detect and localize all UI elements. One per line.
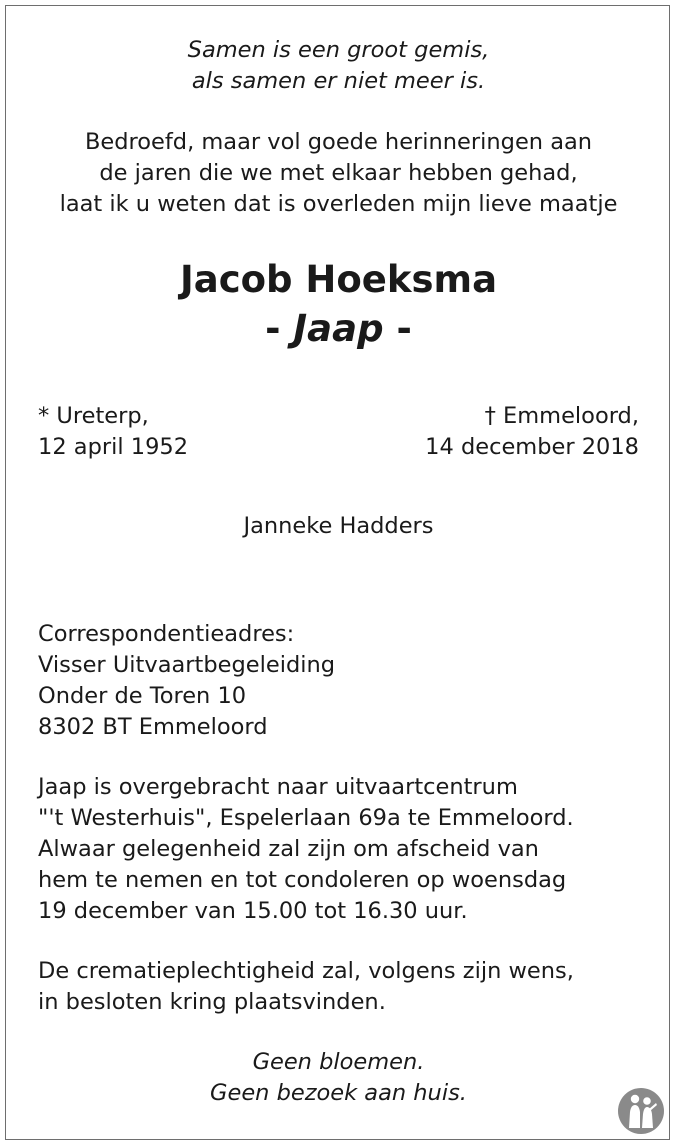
- memorial-logo-svg: [616, 1086, 666, 1136]
- closing-line-2: Geen bezoek aan huis.: [210, 1080, 467, 1106]
- nickname-prefix: -: [265, 307, 294, 350]
- memorial-figures-icon: [616, 1086, 666, 1136]
- correspondence-line-2: Visser Uitvaartbegeleiding: [38, 652, 336, 678]
- viewing-line-2: "'t Westerhuis", Espelerlaan 69a te Emmeloord.: [38, 805, 574, 831]
- deceased-nickname-line: [0, 307, 677, 351]
- deceased-nickname: Jaap: [293, 307, 384, 350]
- death-place: † Emmeloord,: [484, 403, 639, 429]
- deceased-name: Jacob Hoeksma: [179, 258, 498, 301]
- cremation-line-2: in besloten kring plaatsvinden.: [38, 989, 386, 1015]
- correspondence-line-3: Onder de Toren 10: [38, 683, 247, 709]
- intro-line-1: Bedroefd, maar vol goede herinneringen aan: [84, 129, 593, 155]
- correspondence-label: Correspondentieadres:: [38, 621, 295, 647]
- birth-date: 12 april 1952: [38, 434, 189, 460]
- logo-figure-head-left: [631, 1095, 639, 1103]
- logo-circle: [618, 1088, 664, 1134]
- intro-line-3: laat ik u weten dat is overleden mijn lieve maatje: [59, 191, 618, 217]
- viewing-line-5: 19 december van 15.00 tot 16.30 uur.: [38, 898, 468, 924]
- poem-line-2: als samen er niet meer is.: [191, 68, 486, 94]
- birth-place: * Ureterp,: [38, 403, 149, 429]
- death-date: 14 december 2018: [425, 434, 639, 460]
- nickname-suffix: -: [383, 307, 412, 350]
- viewing-line-4: hem te nemen en tot condoleren op woensdag: [38, 867, 567, 893]
- closing-line-1: Geen bloemen.: [252, 1049, 425, 1075]
- intro-line-2: de jaren die we met elkaar hebben gehad,: [99, 160, 578, 186]
- signed-by: Janneke Hadders: [243, 513, 434, 539]
- poem-line-1: Samen is een groot gemis,: [187, 37, 490, 63]
- correspondence-line-4: 8302 BT Emmeloord: [38, 714, 268, 740]
- viewing-line-3: Alwaar gelegenheid zal zijn om afscheid van: [38, 836, 539, 862]
- cremation-line-1: De crematieplechtigheid zal, volgens zijn wens,: [38, 958, 574, 984]
- viewing-line-1: Jaap is overgebracht naar uitvaartcentrum: [38, 774, 518, 800]
- logo-figure-head-right: [643, 1097, 651, 1105]
